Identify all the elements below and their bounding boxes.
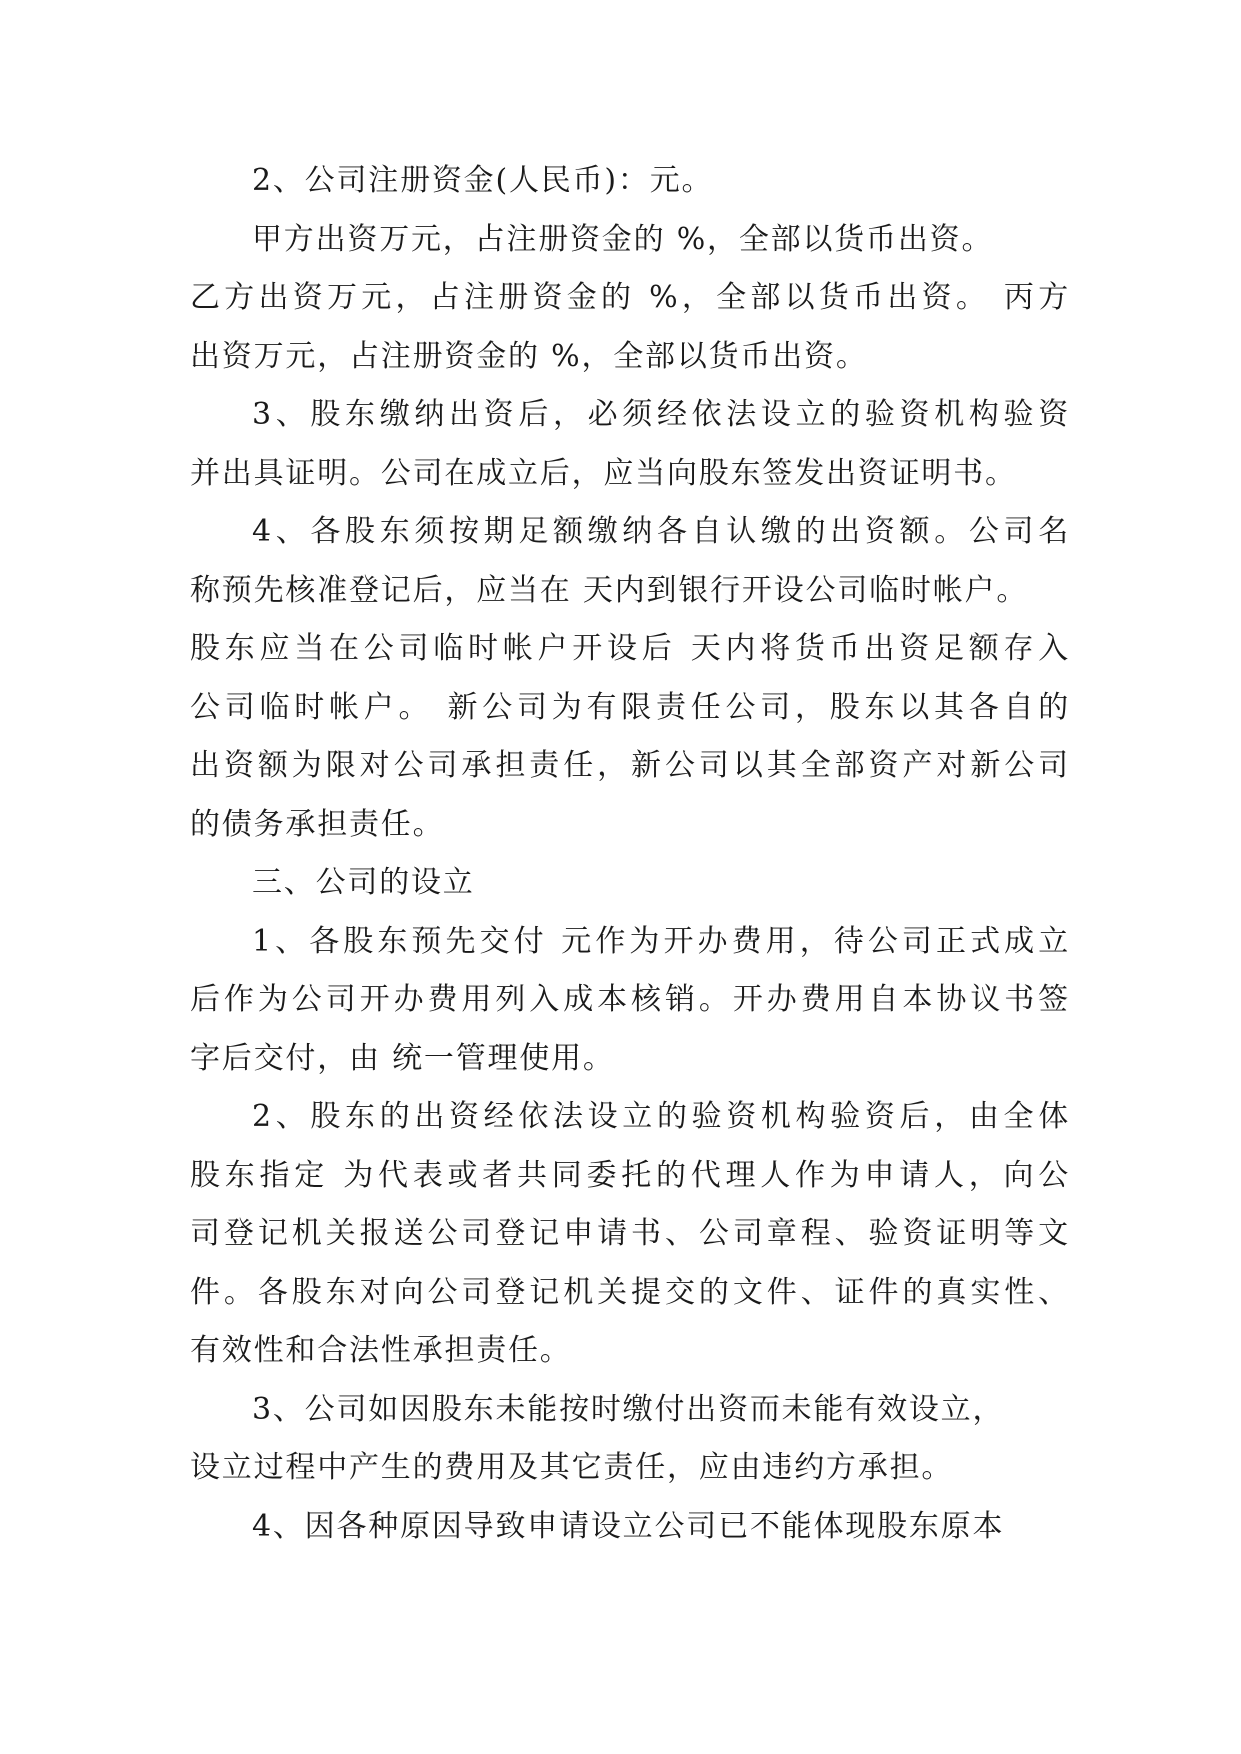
text-line: 1、各股东预先交付 元作为开办费用，待公司正式成立 xyxy=(252,923,1070,959)
text-line: 设立过程中产生的费用及其它责任，应由违约方承担。 xyxy=(190,1450,954,1485)
text-line: 股东应当在公司临时帐户开设后 天内将货币出资足额存入 xyxy=(190,631,1070,666)
text-line: 出资万元，占注册资金的 %，全部以货币出资。 xyxy=(190,338,868,374)
paragraph-other-reasons xyxy=(190,1498,1070,1557)
text-line: 件。各股东对向公司登记机关提交的文件、证件的真实性、 xyxy=(190,1274,1070,1310)
text-line: 称预先核准登记后，应当在 天内到银行开设公司临时帐户。 xyxy=(190,572,1029,608)
text-line: 司登记机关报送公司登记申请书、公司章程、验资证明等文 xyxy=(190,1216,1070,1251)
paragraph-startup-costs xyxy=(190,913,1070,1089)
document-body xyxy=(190,152,1070,1556)
text-line: 3、公司如因股东未能按时缴付出资而未能有效设立， xyxy=(252,1391,1005,1427)
section-heading xyxy=(190,854,1070,913)
text-line: 后作为公司开办费用列入成本核销。开办费用自本协议书签 xyxy=(190,982,1070,1017)
text-line: 2、公司注册资金(人民币)：元。 xyxy=(252,163,714,198)
text-line: 3、股东缴纳出资后，必须经依法设立的验资机构验资 xyxy=(252,397,1070,432)
text-line: 4、各股东须按期足额缴纳各自认缴的出资额。公司名 xyxy=(252,514,1070,549)
text-line: 公司临时帐户。 新公司为有限责任公司，股东以其各自的 xyxy=(190,689,1070,725)
text-line: 并出具证明。公司在成立后，应当向股东签发出资证明书。 xyxy=(190,455,1017,491)
text-line: 的债务承担责任。 xyxy=(190,806,445,842)
text-line: 2、股东的出资经依法设立的验资机构验资后，由全体 xyxy=(252,1099,1070,1134)
paragraph-failed-establishment xyxy=(190,1381,1070,1498)
paragraph-capital-verification xyxy=(190,386,1070,503)
text-line: 股东指定 为代表或者共同委托的代理人作为申请人，向公 xyxy=(190,1157,1070,1193)
text-line: 甲方出资万元，占注册资金的 %，全部以货币出资。 xyxy=(252,221,994,257)
paragraph-registration-application xyxy=(190,1088,1070,1381)
paragraph-contributions xyxy=(190,211,1070,387)
text-line: 4、因各种原因导致申请设立公司已不能体现股东原本 xyxy=(252,1508,1005,1544)
section-title: 三、公司的设立 xyxy=(252,865,475,900)
text-line: 有效性和合法性承担责任。 xyxy=(190,1333,572,1368)
paragraph-payment-schedule xyxy=(190,503,1070,854)
text-line: 出资额为限对公司承担责任，新公司以其全部资产对新公司 xyxy=(190,748,1070,783)
paragraph-registered-capital xyxy=(190,152,1070,211)
text-line: 乙方出资万元，占注册资金的 %，全部以货币出资。 丙方 xyxy=(190,280,1070,315)
text-line: 字后交付，由 统一管理使用。 xyxy=(190,1040,615,1076)
